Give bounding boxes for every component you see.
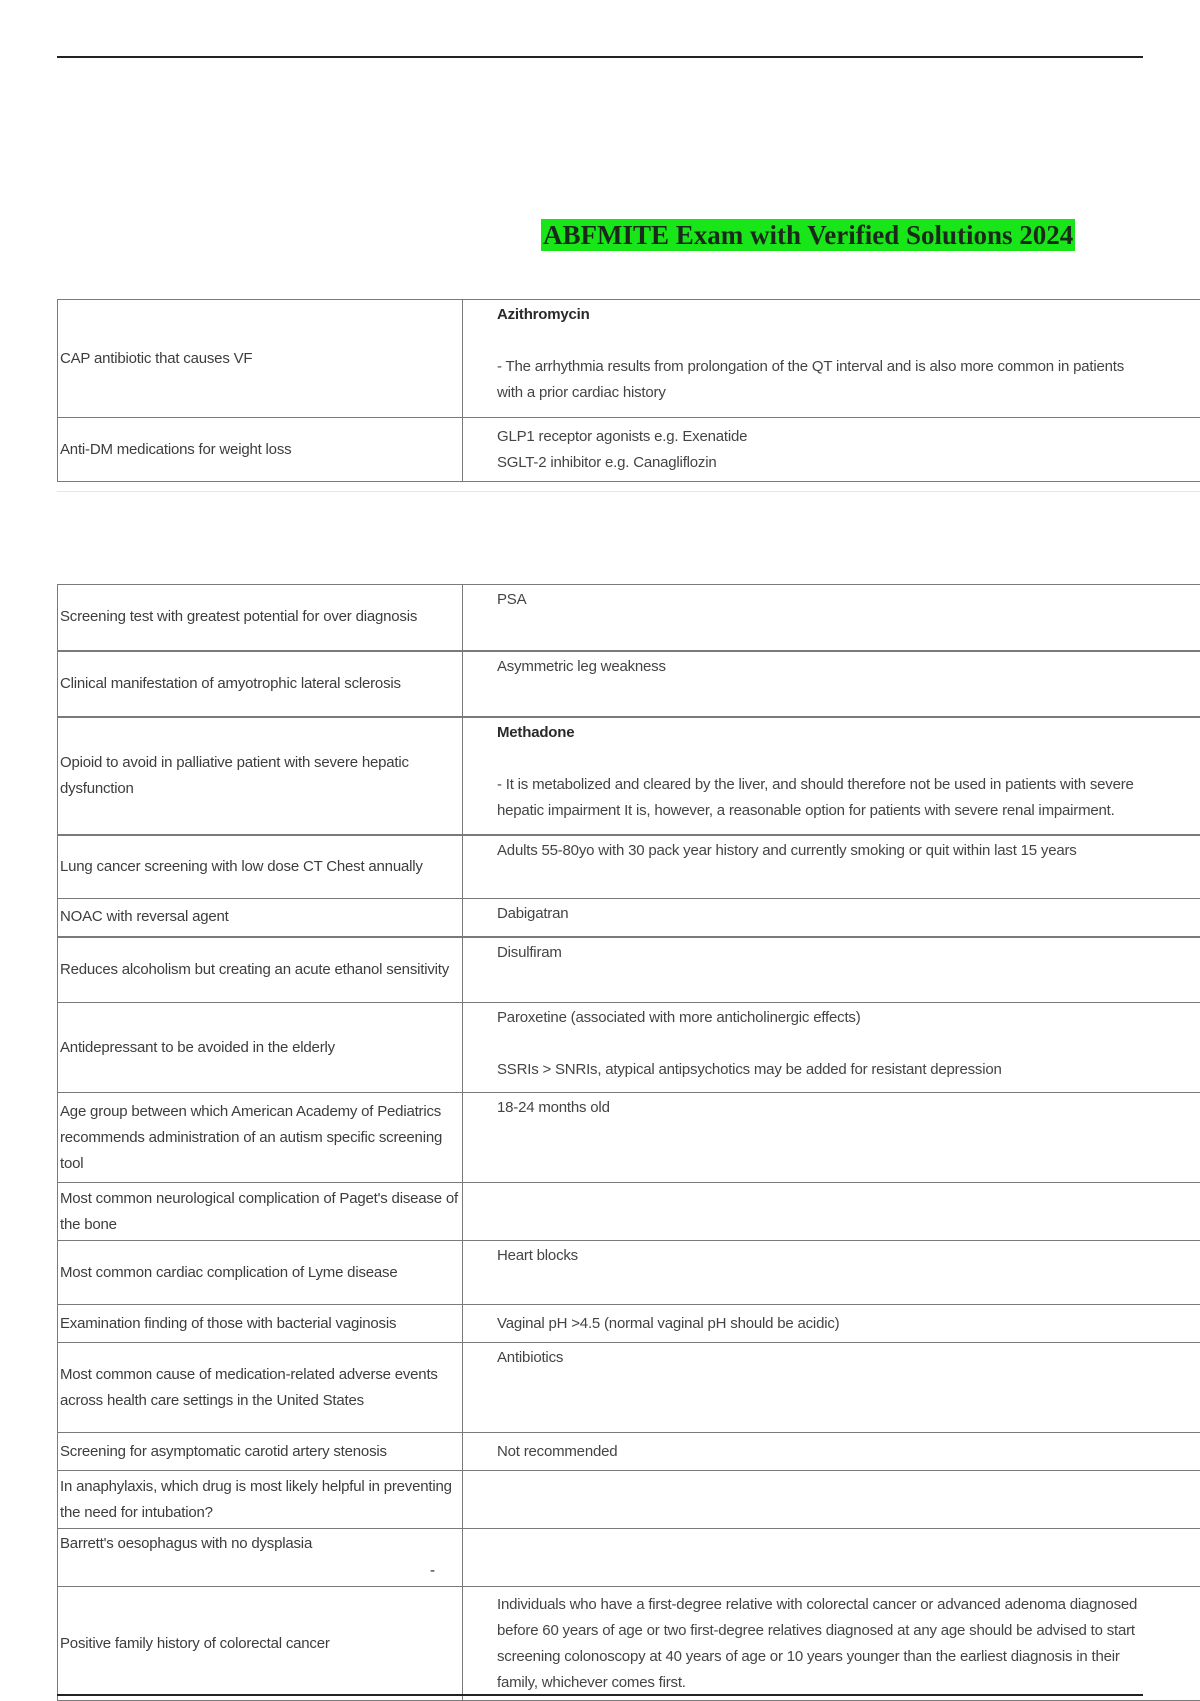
question-cell: In anaphylaxis, which drug is most likely helpful in preventing the need for intubation? [58, 1471, 463, 1529]
table-row [58, 1587, 1200, 1701]
answer-line: with a prior cardiac history [497, 380, 1200, 406]
table-row [58, 1471, 1200, 1529]
answer-cell [463, 717, 1200, 835]
question-cell: Opioid to avoid in palliative patient with severe hepatic dysfunction [58, 717, 463, 835]
table-row [58, 418, 1200, 482]
qa-table-1 [57, 299, 1200, 482]
table-row [58, 1003, 1200, 1093]
question-cell: Clinical manifestation of amyotrophic lateral sclerosis [58, 651, 463, 717]
table-row [58, 585, 1200, 651]
question-cell: NOAC with reversal agent [58, 899, 463, 937]
answer-line: Paroxetine (associated with more anticholinergic effects) [497, 1005, 1200, 1031]
footer-rule [57, 1694, 1143, 1696]
question-cell: Positive family history of colorectal cancer [58, 1587, 463, 1701]
answer-cell: Heart blocks [463, 1241, 1200, 1305]
question-cell: Reduces alcoholism but creating an acute ethanol sensitivity [58, 937, 463, 1003]
question-cell: Antidepressant to be avoided in the elderly [58, 1003, 463, 1093]
table-row [58, 300, 1200, 418]
table-row [58, 1183, 1200, 1241]
question-cell: Most common cause of medication-related adverse events across health care settings in the United States [58, 1343, 463, 1433]
question-cell: Lung cancer screening with low dose CT Chest annually [58, 835, 463, 899]
answer-cell: Asymmetric leg weakness [463, 651, 1200, 717]
answer-cell: Adults 55-80yo with 30 pack year history and currently smoking or quit within last 15 years [463, 835, 1200, 899]
question-cell: Age group between which American Academy of Pediatrics recommends administration of an autism specific screening tool [58, 1093, 463, 1183]
table-row [58, 1529, 1200, 1587]
qa-table-2 [57, 584, 1200, 1701]
answer-line: Individuals who have a first-degree relative with colorectal cancer or advanced adenoma diagnosed [497, 1592, 1200, 1618]
answer-line: screening colonoscopy at 40 years of age or 10 years younger than the earliest diagnosis in their [497, 1644, 1200, 1670]
question-cell: Most common cardiac complication of Lyme disease [58, 1241, 463, 1305]
answer-line: - It is metabolized and cleared by the liver, and should therefore not be used in patients with severe [497, 772, 1200, 798]
answer-line: family, whichever comes first. [497, 1670, 1200, 1696]
table-row [58, 1305, 1200, 1343]
answer-bold: Methadone [497, 720, 1200, 746]
answer-cell: Dabigatran [463, 899, 1200, 937]
table-row [58, 1343, 1200, 1433]
question-cell: Screening for asymptomatic carotid artery stenosis [58, 1433, 463, 1471]
table-row [58, 651, 1200, 717]
table-row [58, 1241, 1200, 1305]
table-row [58, 1093, 1200, 1183]
question-cell: CAP antibiotic that causes VF [58, 300, 463, 418]
answer-cell [463, 418, 1200, 482]
answer-line: SSRIs > SNRIs, atypical antipsychotics may be added for resistant depression [497, 1057, 1200, 1083]
answer-line: before 60 years of age or two first-degree relatives diagnosed at any age should be advised to start [497, 1618, 1200, 1644]
answer-cell: 18-24 months old [463, 1093, 1200, 1183]
stray-dash-mark: - [430, 1562, 435, 1579]
answer-cell: Not recommended [463, 1433, 1200, 1471]
table-row [58, 899, 1200, 937]
table-row [58, 937, 1200, 1003]
section-divider [57, 491, 1200, 492]
answer-cell: Vaginal pH >4.5 (normal vaginal pH should be acidic) [463, 1305, 1200, 1343]
answer-line: GLP1 receptor agonists e.g. Exenatide [497, 424, 1200, 450]
answer-cell: Disulfiram [463, 937, 1200, 1003]
table-row [58, 835, 1200, 899]
answer-cell [463, 1587, 1200, 1701]
answer-cell [463, 1183, 1200, 1241]
question-cell: Examination finding of those with bacterial vaginosis [58, 1305, 463, 1343]
question-cell: Most common neurological complication of Paget's disease of the bone [58, 1183, 463, 1241]
answer-cell: PSA [463, 585, 1200, 651]
answer-line: SGLT-2 inhibitor e.g. Canagliflozin [497, 450, 1200, 476]
header-rule [57, 56, 1143, 58]
table-row [58, 717, 1200, 835]
answer-line: - The arrhythmia results from prolongation of the QT interval and is also more common in patients [497, 354, 1200, 380]
document-title: ABFMITE Exam with Verified Solutions 2024 [541, 219, 1075, 251]
answer-line: hepatic impairment It is, however, a reasonable option for patients with severe renal impairment. [497, 798, 1200, 824]
answer-cell [463, 1003, 1200, 1093]
answer-bold: Azithromycin [497, 302, 1200, 328]
answer-cell [463, 1529, 1200, 1587]
answer-cell [463, 1471, 1200, 1529]
answer-cell [463, 300, 1200, 418]
answer-cell: Antibiotics [463, 1343, 1200, 1433]
table-row [58, 1433, 1200, 1471]
question-cell: Screening test with greatest potential for over diagnosis [58, 585, 463, 651]
question-cell: Anti-DM medications for weight loss [58, 418, 463, 482]
question-cell: Barrett's oesophagus with no dysplasia [58, 1529, 463, 1587]
